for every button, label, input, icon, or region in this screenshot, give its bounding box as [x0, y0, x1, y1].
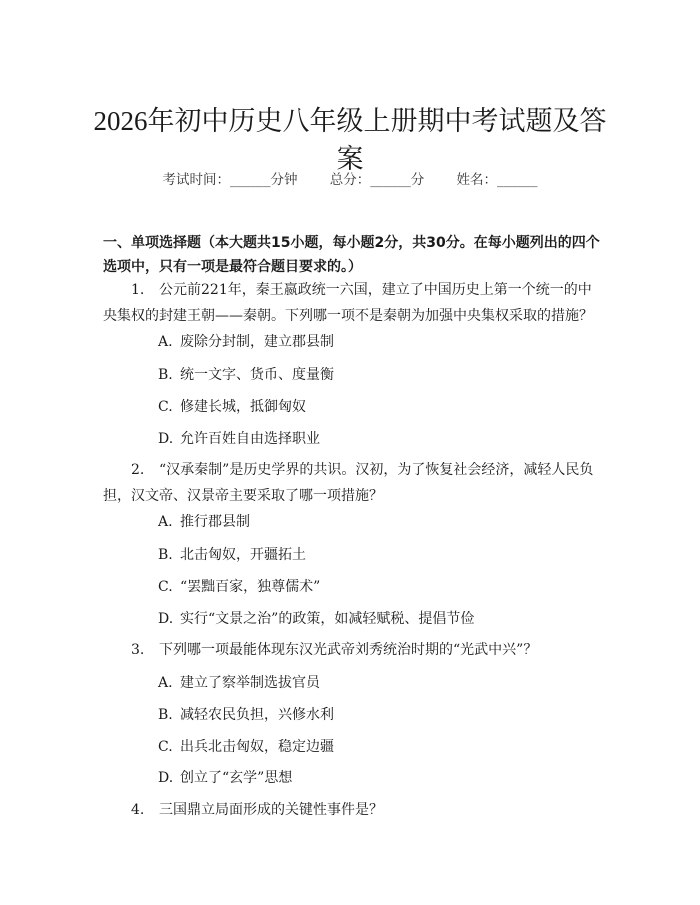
section-heading: 一、单项选择题（本大题共15小题，每小题2分，共30分。在每小题列出的四个选项中，只有一项是最符合题目要求的。）: [103, 235, 600, 275]
option-text: 废除分封制，建立郡县制: [180, 334, 334, 350]
option-letter: A.: [158, 675, 173, 691]
option-letter: D.: [158, 611, 174, 627]
option-text: 建立了察举制选拔官员: [180, 675, 320, 691]
question-text: 下列哪一项最能体现东汉光武帝刘秀统治时期的“光武中兴”？: [159, 642, 538, 658]
option-letter: B.: [158, 547, 173, 563]
option-d: [158, 768, 292, 788]
option-text: 修建长城，抵御匈奴: [180, 399, 306, 415]
exam-info-row: [0, 168, 700, 188]
option-b: [158, 545, 306, 565]
question-number: 3.: [131, 642, 145, 658]
option-letter: C.: [158, 399, 173, 415]
question-number: 4.: [131, 802, 145, 818]
option-a: [158, 673, 320, 693]
option-text: 减轻农民负担，兴修水利: [180, 707, 334, 723]
option-letter: A.: [158, 514, 173, 530]
option-c: [158, 397, 306, 417]
option-letter: C.: [158, 739, 173, 755]
question-4: [103, 797, 601, 823]
page-title: 2026年初中历史八年级上册期中考试题及答案: [93, 106, 607, 175]
question-number: 1.: [131, 282, 145, 298]
option-letter: D.: [158, 770, 174, 786]
total-score-field: 总分：______分: [329, 172, 425, 188]
option-text: 允许百姓自由选择职业: [180, 431, 320, 447]
option-text: 推行郡县制: [180, 514, 250, 530]
option-c: [158, 737, 334, 757]
option-text: 创立了“玄学”思想: [180, 770, 293, 786]
option-letter: D.: [158, 431, 174, 447]
option-b: [158, 705, 334, 725]
option-c: [158, 577, 320, 597]
option-a: [158, 332, 334, 352]
option-text: 统一文字、货币、度量衡: [180, 367, 334, 383]
question-number: 2.: [131, 462, 145, 478]
option-d: [158, 429, 320, 449]
option-text: 出兵北击匈奴，稳定边疆: [180, 739, 334, 755]
option-a: [158, 512, 250, 532]
exam-time-field: 考试时间：______分钟: [162, 172, 298, 188]
option-text: “罢黜百家，独尊儒术”: [180, 579, 321, 595]
option-letter: C.: [158, 579, 173, 595]
question-3: [103, 637, 601, 663]
option-d: [158, 609, 474, 629]
option-letter: B.: [158, 707, 173, 723]
option-b: [158, 365, 334, 385]
question-1: [103, 277, 601, 329]
option-text: 北击匈奴，开疆拓土: [180, 547, 306, 563]
question-text: “汉承秦制”是历史学界的共识。汉初，为了恢复社会经济，减轻人民负担，汉文帝、汉景帝主要采取了哪一项措施？: [103, 462, 594, 504]
question-text: 三国鼎立局面形成的关键性事件是？: [159, 802, 383, 818]
option-text: 实行“文景之治”的政策，如减轻赋税、提倡节俭: [180, 611, 475, 627]
option-letter: A.: [158, 334, 173, 350]
student-name-field: 姓名：______: [456, 172, 538, 188]
question-2: [103, 457, 601, 509]
question-text: 公元前221年，秦王嬴政统一六国，建立了中国历史上第一个统一的中央集权的封建王朝——秦朝。下列哪一项不是秦朝为加强中央集权采取的措施？: [103, 282, 593, 324]
option-letter: B.: [158, 367, 173, 383]
